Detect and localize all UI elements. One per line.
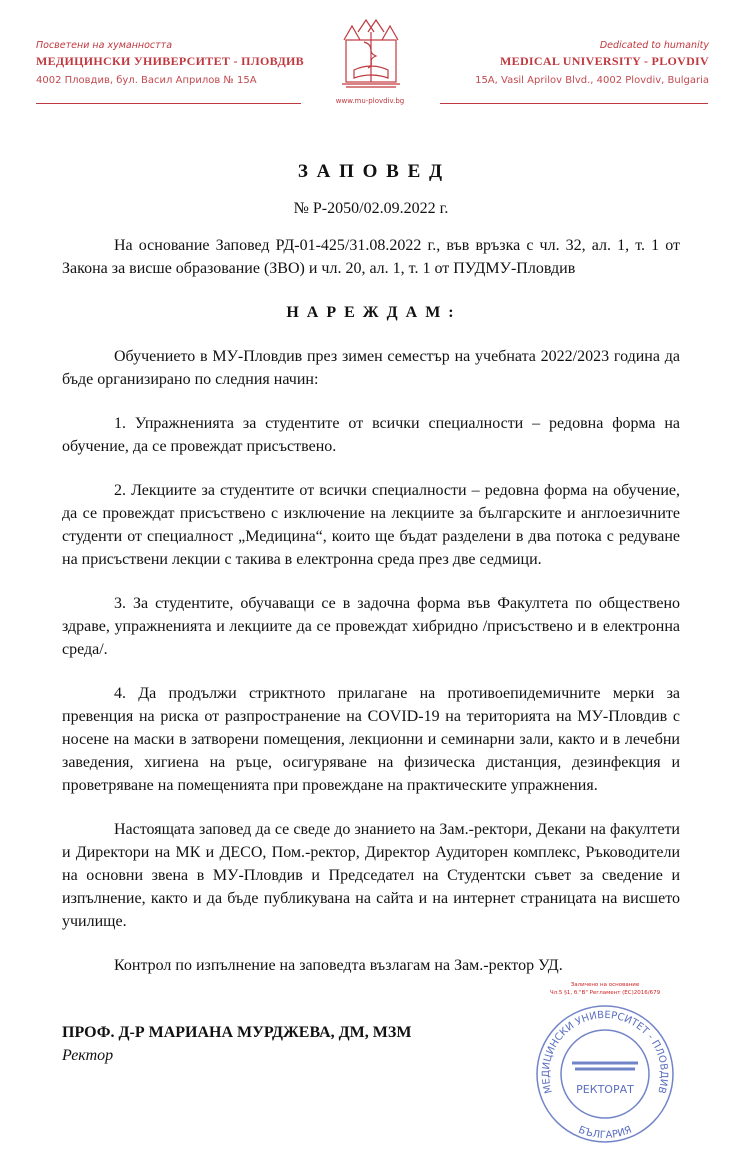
letterhead-right <box>475 40 709 86</box>
stamp-bottom-text: БЪЛГАРИЯ <box>576 1124 634 1142</box>
redaction-line-2: Чл.5 §1, б."В" Регламент (ЕС)2016/679 <box>549 990 661 996</box>
address-bg: 4002 Пловдив, бул. Васил Априлов № 15А <box>36 75 257 86</box>
distribution-paragraph: Настоящата заповед да се сведе до знанието на Зам.-ректори, Декани на факултети и Директори на МК и ДЕСО, Пом.-ректор, Директор Аудиторен комплекс, Ръководители на основни звена в МУ-Пловдив и Председател на Студентски съвет за сведение и изпълнение, както и да бъде публикувана на сайта и на интернет страницата на висшето училище. <box>62 821 680 930</box>
redaction-note <box>550 981 660 997</box>
divider <box>36 103 301 104</box>
order-item-1: 1. Упражненията за студентите от всички специалности – редовна форма на обучение, да се провеждат присъствено. <box>62 415 680 455</box>
order-item-3: 3. За студентите, обучаващи се в задочна форма във Факултета по обществено здраве, упражненията и лекциите да се провеждат хибридно /присъствено и в електронна среда/. <box>62 595 680 658</box>
university-crest-logo <box>336 18 406 90</box>
order-item-2: 2. Лекциите за студентите от всички специалности – редовна форма на обучение, да се провеждат присъствено с изключение на лекциите за българските и англоезичните студенти от специалност „Медицина“, които ще бъдат разделени в два потока с редуване на присъствени лекции с такива в електронна среда през две седмици. <box>62 482 680 568</box>
stamp-center-text: РЕКТОРАТ <box>576 1083 634 1096</box>
signature-row <box>62 981 680 1149</box>
stamp-area <box>530 981 680 1149</box>
tagline-en: Dedicated to humanity <box>599 40 709 51</box>
order-heading: Н А Р Е Ж Д А М : <box>286 304 456 321</box>
order-item-4: 4. Да продължи стриктното прилагане на противоепидемичните мерки за превенция на риска от разпространение на COVID-19 на територията на МУ-Пловдив с носене на маски в затворени помещения, лекционни и семинарни зали, както и в лечебни заведения, хигиена на ръце, осигуряване на физическа дистанция, дезинфекция и проветряване на помещенията при провеждане на практическите упражнения. <box>62 685 680 794</box>
official-stamp <box>530 999 680 1149</box>
university-name-en: MEDICAL UNIVERSITY - PLOVDIV <box>500 54 709 68</box>
university-name-bg: МЕДИЦИНСКИ УНИВЕРСИТЕТ - ПЛОВДИВ <box>36 54 304 68</box>
document-title: З А П О В Е Д <box>297 161 445 182</box>
document-body <box>62 160 680 1149</box>
redaction-line-1: Заличено на основание <box>570 982 640 988</box>
stamp-arc-text: МЕДИЦИНСКИ УНИВЕРСИТЕТ - ПЛОВДИВ <box>540 1009 670 1095</box>
address-en: 15A, Vasil Aprilov Blvd., 4002 Plovdiv, Bulgaria <box>475 75 709 86</box>
signature-block <box>62 981 411 1067</box>
order-number: № Р-2050/02.09.2022 г. <box>293 200 449 217</box>
website: www.mu-plovdiv.bg <box>335 97 405 105</box>
letterhead-left <box>36 40 304 86</box>
control-paragraph: Контрол по изпълнение на заповедта възлагам на Зам.-ректор УД. <box>114 957 563 974</box>
tagline-bg: Посветени на хуманността <box>36 40 173 51</box>
divider <box>440 103 708 104</box>
signatory-position: Ректор <box>62 1047 114 1064</box>
legal-basis: На основание Заповед РД-01-425/31.08.2022 г., във връзка с чл. 32, ал. 1, т. 1 от Закона за висше образование (ЗВО) и чл. 20, ал. 1, т. 1 от ПУДМУ-Пловдив <box>62 237 680 277</box>
intro-paragraph: Обучението в МУ-Пловдив през зимен семестър на учебната 2022/2023 година да бъде организирано по следния начин: <box>62 348 680 388</box>
signatory-name: ПРОФ. Д-Р МАРИАНА МУРДЖЕВА, ДМ, МЗМ <box>62 1024 412 1041</box>
